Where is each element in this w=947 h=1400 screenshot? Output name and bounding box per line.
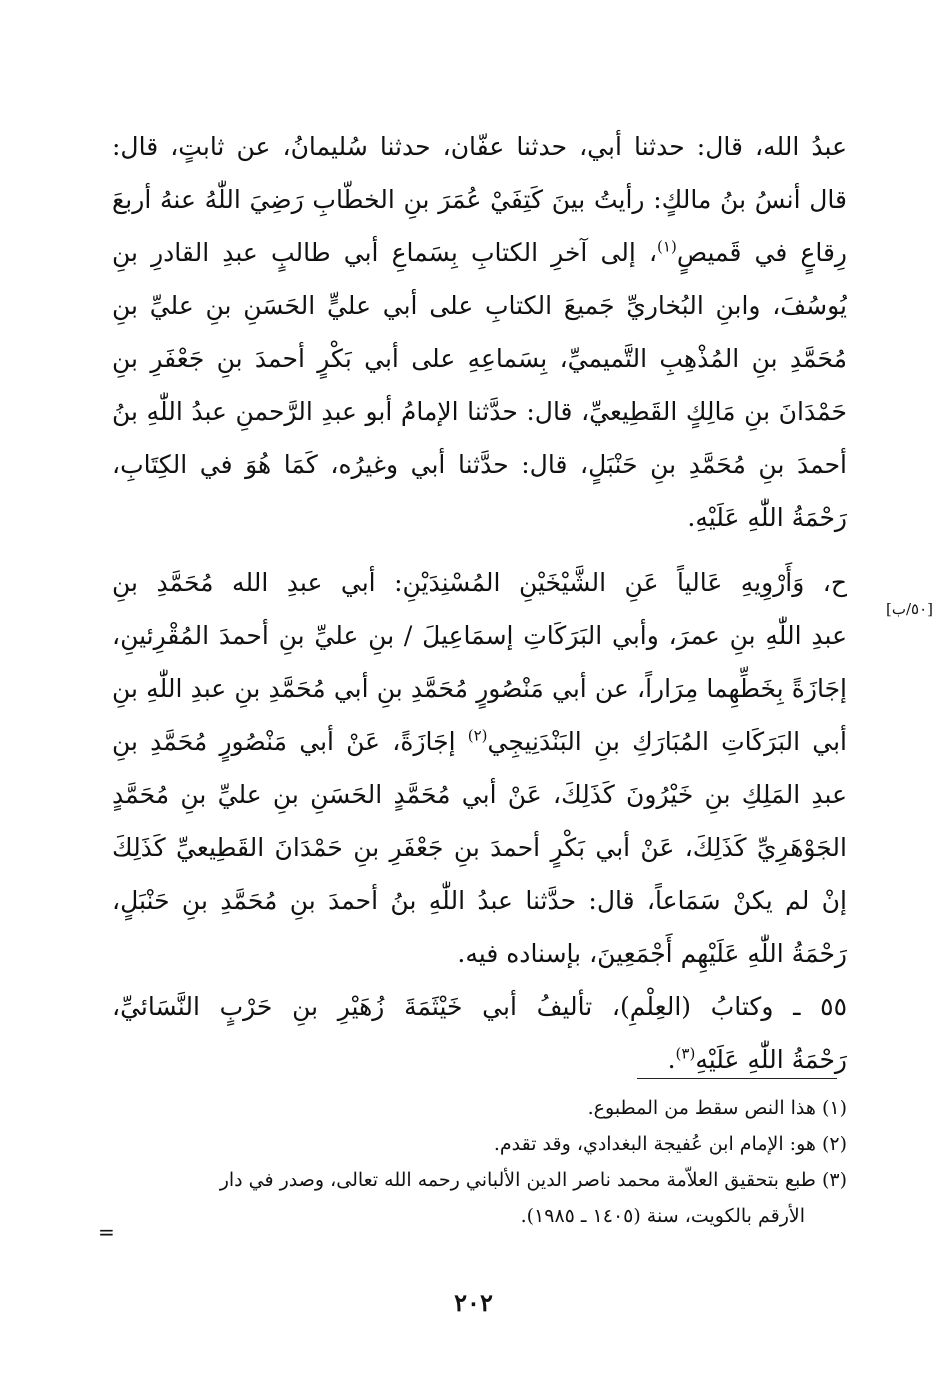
footnote-ref: (١) — [657, 237, 677, 256]
main-text — [112, 120, 847, 1086]
footnote-ref: (٢) — [467, 726, 488, 745]
text-line — [112, 226, 847, 279]
paragraph-1 — [112, 120, 847, 544]
text-span: رِقاعٍ في قَميصٍ — [676, 238, 847, 267]
text-span: ، إلى آخرِ الكتابِ بِسَماعِ أبي طالبٍ عبدِ القادرِ بنِ — [112, 238, 658, 267]
text-line: رَحْمَةُ اللّٰهِ عَلَيْهِ. — [687, 503, 847, 532]
text-line: ح، وَأَرْوِيهِ عَالياً عَنِ الشَّيْخَيْنِ المُسْنِدَيْنِ: أبي عبدِ الله مُحَمَّدِ بنِ — [112, 568, 847, 597]
text-line: حَمْدَانَ بنِ مَالِكٍ القَطِيعيِّ، قال: حدَّثنا الإمامُ أبو عبدِ الرَّحمنِ عبدُ اللّٰهِ بنُ — [112, 397, 847, 426]
text-line: إجَازَةً بِخَطِّهِما مِرَاراً، عن أبي مَنْصُورٍ مُحَمَّدِ بنِ أبي مُحَمَّدِ بنِ عبدِ اللّٰهِ بنِ — [112, 674, 847, 703]
footnote-continuation: الأرقم بالكويت، سنة (١٤٠٥ ـ ١٩٨٥). — [520, 1205, 805, 1227]
text-span: أبي البَرَكَاتِ المُبَارَكِ بنِ البَنْدَنِيجِي — [487, 727, 847, 756]
text-line: عبدِ المَلِكِ بنِ خَيْرُونَ كَذَلِكَ، عَنْ أبي مُحَمَّدٍ الحَسَنِ بنِ عليِّ بنِ مُحَمَّدٍ — [112, 780, 847, 809]
text-span: إجَازَةً، عَنْ أبي مَنْصُورٍ مُحَمَّدِ بنِ — [112, 727, 468, 756]
text-line: عبدِ اللّٰهِ بنِ عمرَ، وأبي البَرَكَاتِ إسمَاعِيلَ / بنِ عليِّ بنِ أحمدَ المُقْرِئينِ، — [112, 621, 847, 650]
footnotes — [112, 1090, 847, 1234]
footnote: (٣) طبع بتحقيق العلاّمة محمد ناصر الدين الألباني رحمه الله تعالى، وصدر في دار — [219, 1169, 847, 1191]
paragraph-2 — [112, 556, 847, 980]
continuation-mark: = — [98, 1220, 115, 1244]
text-line — [112, 715, 847, 768]
text-line: أحمدَ بنِ مُحَمَّدِ بنِ حَنْبَلٍ، قال: حدَّثنا أبي وغيرُه، كَمَا هُوَ في الكِتَابِ، — [112, 450, 847, 479]
manuscript-folio-note: [٥٠/ب] — [885, 600, 933, 618]
footnote-ref: (٣) — [675, 1044, 696, 1063]
text-line: قال أنسُ بنُ مالكٍ: رأيتُ بينَ كَتِفَيْ عُمَرَ بنِ الخطّابِ رَضِيَ اللّٰهُ عنهُ أربعَ — [112, 185, 847, 214]
paragraph-gap — [112, 544, 847, 556]
text-line: عبدُ الله، قال: حدثنا أبي، حدثنا عفّان، حدثنا سُليمانُ، عن ثابتٍ، قال: — [112, 132, 847, 161]
footnote-divider — [637, 1078, 837, 1079]
text-line: يُوسُفَ، وابنِ البُخاريِّ جَميعَ الكتابِ على أبي عليٍّ الحَسَنِ بنِ عليِّ بنِ — [112, 291, 847, 320]
text-line: مُحَمَّدِ بنِ المُذْهِبِ التَّميميِّ، بِسَماعِهِ على أبي بَكْرٍ أحمدَ بنِ جَعْفَرِ بنِ — [112, 344, 847, 373]
text-line: ٥٥ ـ وكتابُ (العِلْمِ)، تأليفُ أبي خَيْثَمَةَ زُهَيْرِ بنِ حَرْبٍ النَّسَائيِّ، — [112, 992, 847, 1021]
footnote: (٢) هو: الإمام ابن عُفيجة البغدادي، وقد تقدم. — [493, 1133, 847, 1155]
text-line: إنْ لم يكنْ سَمَاعاً، قال: حدَّثنا عبدُ اللّٰهِ بنُ أحمدَ بنِ مُحَمَّدِ بنِ حَنْبَلٍ، — [112, 886, 847, 915]
text-line: الجَوْهَرِيِّ كَذَلِكَ، عَنْ أبي بَكْرٍ أحمدَ بنِ جَعْفَرِ بنِ حَمْدَانَ القَطِيعيِّ كَذَلِكَ — [112, 833, 847, 862]
footnote: (١) هذا النص سقط من المطبوع. — [587, 1097, 847, 1119]
text-line: رَحْمَةُ اللّٰهِ عَلَيْهِم أَجْمَعِينَ، بإسناده فيه. — [457, 939, 847, 968]
page-number: ٢٠٢ — [454, 1288, 493, 1317]
paragraph-3 — [112, 980, 847, 1086]
text-span: . — [667, 1045, 676, 1074]
text-span: رَحْمَةُ اللّٰهِ عَلَيْهِ — [695, 1045, 847, 1074]
